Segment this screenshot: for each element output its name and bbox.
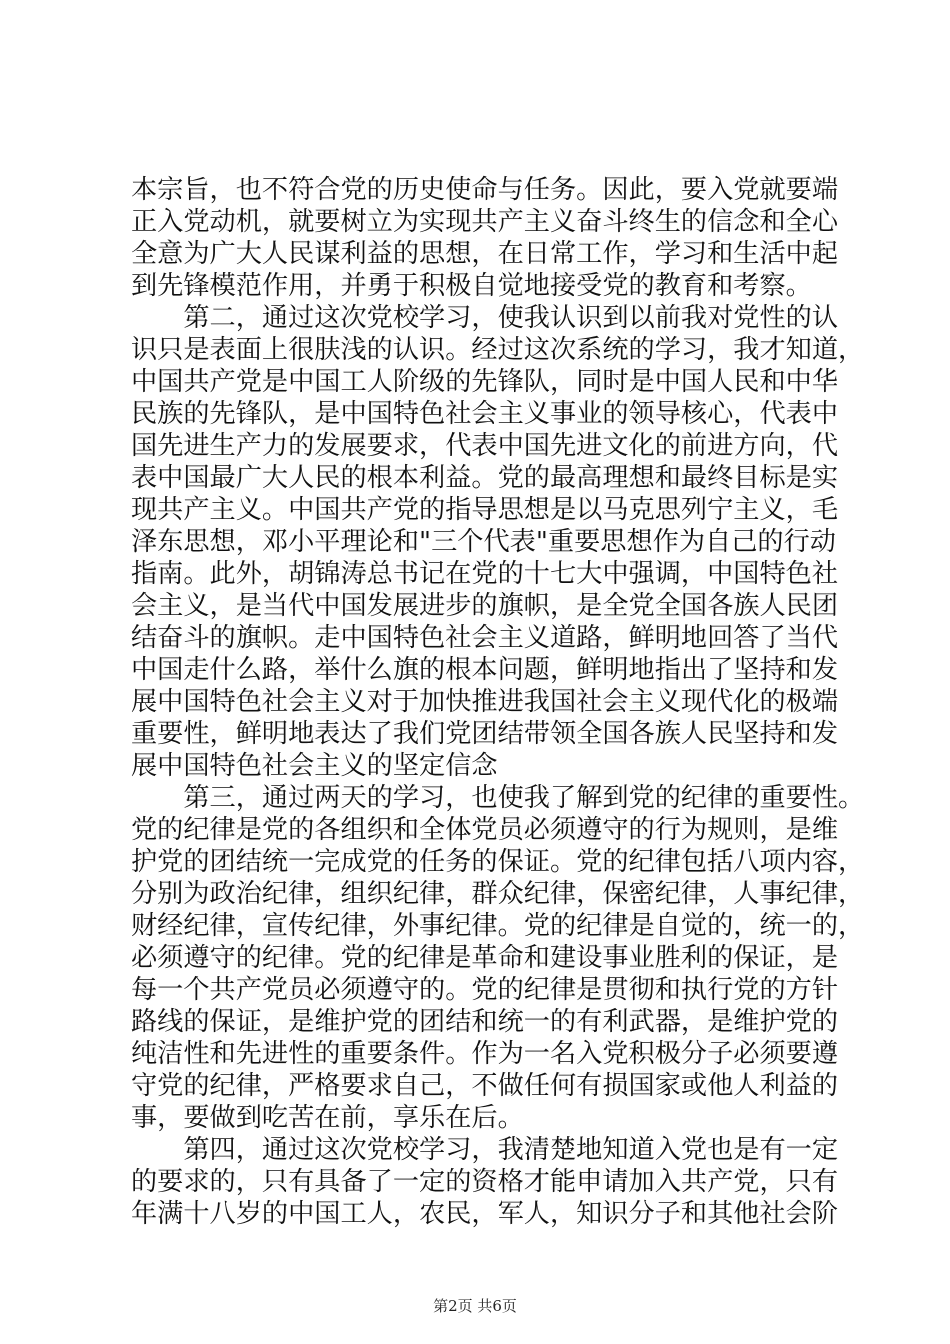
text-line: 现共产主义。中国共产党的指导思想是以马克思列宁主义，毛 <box>131 495 839 525</box>
document-body <box>131 174 865 1230</box>
text-line: 事，要做到吃苦在前，享乐在后。 <box>131 1103 524 1133</box>
text-line: 纯洁性和先进性的重要条件。作为一名入党积极分子必须要遵 <box>131 1039 839 1069</box>
text-line: 到先锋模范作用，并勇于积极自觉地接受党的教育和考察。 <box>131 271 812 301</box>
text-line: 财经纪律，宣传纪律，外事纪律。党的纪律是自觉的，统一的， <box>131 911 865 941</box>
paragraph-4-start: 第四，通过这次党校学习，我清楚地知道入党也是有一定 <box>131 1135 839 1165</box>
text-line: 全意为广大人民谋利益的思想，在日常工作，学习和生活中起 <box>131 239 839 269</box>
text-line: 党的纪律是党的各组织和全体党员必须遵守的行为规则，是维 <box>131 815 839 845</box>
text-line: 展中国特色社会主义对于加快推进我国社会主义现代化的极端 <box>131 687 839 717</box>
paragraph-2-start: 第二，通过这次党校学习，使我认识到以前我对党性的认 <box>131 303 839 333</box>
paragraph-3-start: 第三，通过两天的学习，也使我了解到党的纪律的重要性。 <box>131 783 865 813</box>
text-line: 重要性，鲜明地表达了我们党团结带领全国各族人民坚持和发 <box>131 719 839 749</box>
text-line: 指南。此外，胡锦涛总书记在党的十七大中强调，中国特色社 <box>131 559 839 589</box>
text-line: 本宗旨，也不符合党的历史使命与任务。因此，要入党就要端 <box>131 175 839 205</box>
text-line: 正入党动机，就要树立为实现共产主义奋斗终生的信念和全心 <box>131 207 839 237</box>
text-line: 结奋斗的旗帜。走中国特色社会主义道路，鲜明地回答了当代 <box>131 623 839 653</box>
text-line: 识只是表面上很肤浅的认识。经过这次系统的学习，我才知道， <box>131 335 865 365</box>
text-line: 必须遵守的纪律。党的纪律是革命和建设事业胜利的保证，是 <box>131 943 839 973</box>
text-line: 守党的纪律，严格要求自己，不做任何有损国家或他人利益的 <box>131 1071 839 1101</box>
page-number-footer: 第2页 共6页 <box>433 1297 517 1315</box>
text-line: 民族的先锋队，是中国特色社会主义事业的领导核心，代表中 <box>131 399 839 429</box>
text-line: 中国共产党是中国工人阶级的先锋队，同时是中国人民和中华 <box>131 367 839 397</box>
text-line: 展中国特色社会主义的坚定信念 <box>131 751 498 781</box>
text-line: 泽东思想，邓小平理论和"三个代表"重要思想作为自己的行动 <box>131 527 836 557</box>
text-line: 护党的团结统一完成党的任务的保证。党的纪律包括八项内容， <box>131 847 865 877</box>
text-line: 年满十八岁的中国工人，农民，军人，知识分子和其他社会阶 <box>131 1199 839 1229</box>
text-line: 国先进生产力的发展要求，代表中国先进文化的前进方向，代 <box>131 431 839 461</box>
text-line: 表中国最广大人民的根本利益。党的最高理想和最终目标是实 <box>131 463 839 493</box>
text-line: 中国走什么路，举什么旗的根本问题，鲜明地指出了坚持和发 <box>131 655 839 685</box>
text-line: 会主义，是当代中国发展进步的旗帜，是全党全国各族人民团 <box>131 591 839 621</box>
text-line: 每一个共产党员必须遵守的。党的纪律是贯彻和执行党的方针 <box>131 975 839 1005</box>
text-line: 路线的保证，是维护党的团结和统一的有利武器，是维护党的 <box>131 1007 839 1037</box>
text-line: 分别为政治纪律，组织纪律，群众纪律，保密纪律，人事纪律， <box>131 879 865 909</box>
text-line: 的要求的，只有具备了一定的资格才能申请加入共产党，只有 <box>131 1167 839 1197</box>
